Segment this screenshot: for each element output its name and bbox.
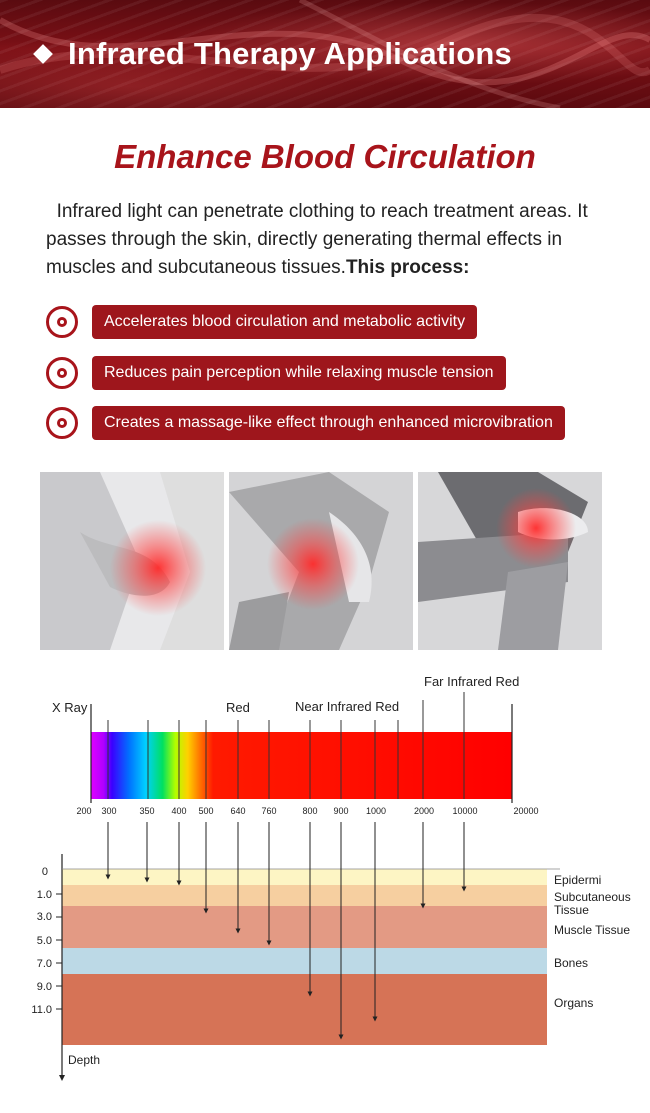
layer-label: Bones	[554, 956, 589, 970]
target-icon	[46, 306, 78, 338]
wavelength-label: 300	[101, 806, 117, 816]
wavelength-labels	[76, 806, 538, 816]
depth-tick: 0	[41, 866, 48, 878]
layer-label: Muscle Tissue	[554, 923, 631, 937]
layer-organs	[62, 974, 547, 1045]
layer-label: Epidermi	[554, 873, 602, 887]
wavelength-label: 20000	[513, 806, 539, 816]
wavelength-label: 900	[333, 806, 349, 816]
band-label-far-ir: Far Infrared Red	[424, 674, 520, 689]
target-icon	[46, 357, 78, 389]
wavelength-label: 400	[171, 806, 187, 816]
knee-photo-1	[40, 472, 224, 650]
depth-label: Depth	[68, 1053, 101, 1067]
diamond-icon	[33, 44, 53, 64]
wavelength-label: 760	[261, 806, 277, 816]
depth-tick: 3.0	[36, 911, 52, 923]
wavelength-label: 10000	[452, 806, 478, 816]
depth-tick: 5.0	[36, 935, 52, 947]
wavelength-label: 2000	[413, 806, 435, 816]
intro-bold: This process:	[345, 257, 470, 278]
depth-tick: 11.0	[31, 1004, 52, 1016]
depth-tick: 1.0	[36, 889, 52, 901]
wavelength-label: 800	[302, 806, 318, 816]
benefit-item	[46, 406, 565, 440]
layer-label: Subcutaneous Tissue	[554, 890, 631, 917]
wavelength-label: 500	[198, 806, 214, 816]
banner-title	[36, 36, 512, 72]
depth-tick: 7.0	[36, 958, 52, 970]
benefit-label: Reduces pain perception while relaxing muscle tension	[92, 356, 506, 390]
benefit-label: Accelerates blood circulation and metabolic activity	[92, 305, 477, 339]
band-label-near-ir: Near Infrared Red	[295, 699, 400, 714]
benefit-label: Creates a massage-like effect through enhanced microvibration	[92, 406, 565, 440]
intro-paragraph	[46, 198, 616, 282]
benefit-item	[46, 305, 477, 339]
knee-photo-3	[418, 472, 602, 650]
wavelength-label: 640	[230, 806, 246, 816]
wavelength-label: 350	[139, 806, 155, 816]
target-icon	[46, 407, 78, 439]
band-label-red: Red	[226, 700, 250, 715]
benefit-item	[46, 356, 506, 390]
depth-ticks	[31, 866, 52, 1016]
layer-epidermis	[62, 869, 547, 885]
banner-title-text: Infrared Therapy Applications	[68, 36, 512, 71]
spectrum-diagram	[0, 668, 650, 1108]
layer-muscle	[62, 906, 547, 948]
layer-subcutaneous	[62, 885, 547, 906]
depth-tick: 9.0	[36, 981, 52, 993]
wavelength-label: 200	[76, 806, 92, 816]
page-headline: Enhance Blood Circulation	[114, 138, 536, 175]
layer-label: Organs	[554, 996, 594, 1010]
intro-text: Infrared light can penetrate clothing to reach treatment areas. It passes through the skin, directly generating thermal effects in muscles and subcutaneous tissues.	[46, 201, 588, 278]
band-label-xray: X Ray	[52, 700, 88, 715]
layer-bones	[62, 948, 547, 974]
knee-photo-2	[229, 472, 413, 650]
wavelength-label: 1000	[365, 806, 387, 816]
layer-labels	[554, 873, 634, 1010]
spectrum-bar	[91, 732, 512, 799]
header-banner	[0, 0, 650, 108]
